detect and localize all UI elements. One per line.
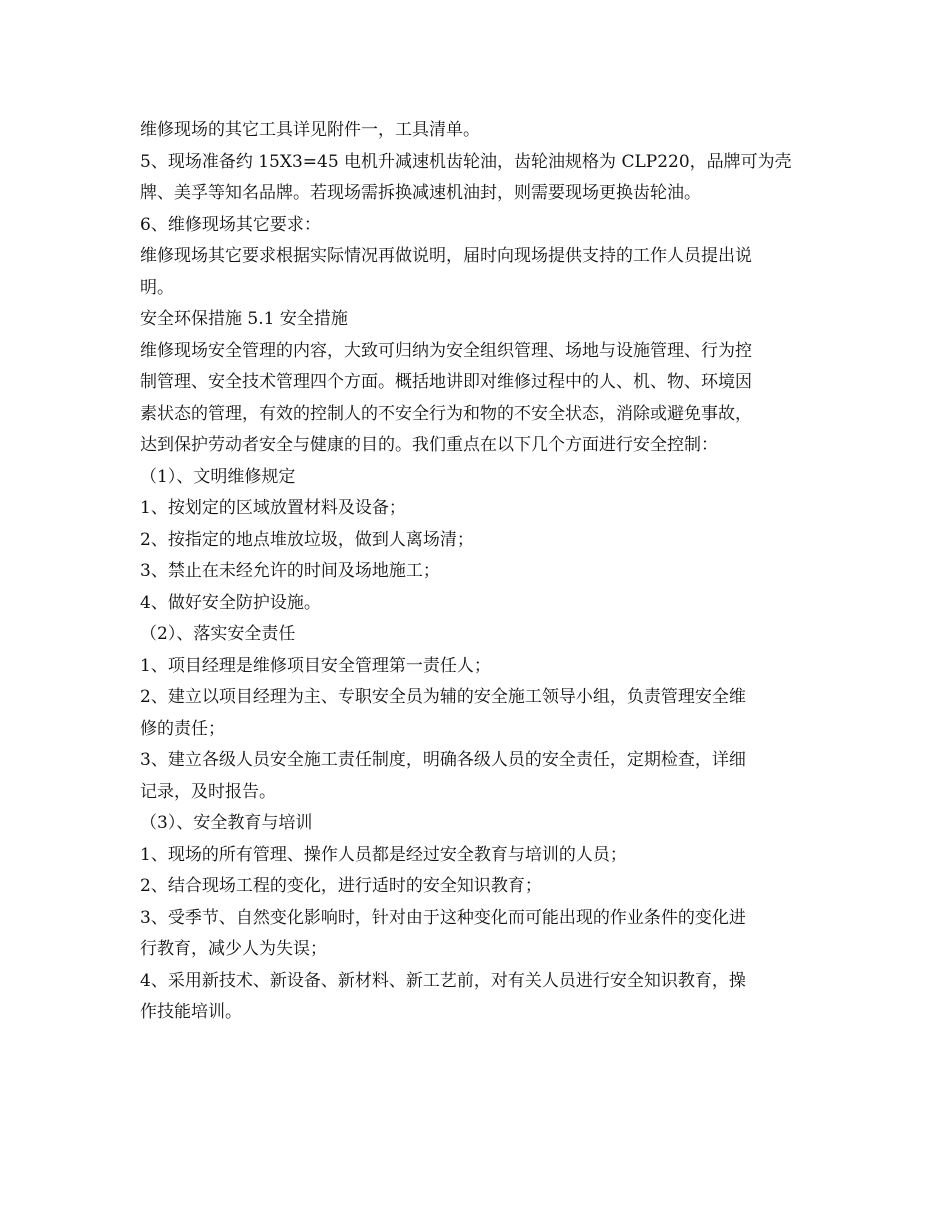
text-line: 素状态的管理，有效的控制人的不安全行为和物的不安全状态，消除或避免事故， — [140, 403, 752, 424]
list-item: 2、建立以项目经理为主、专职安全员为辅的安全施工领导小组，负责管理安全维 — [140, 687, 746, 707]
text-line: 达到保护劳动者安全与健康的目的。我们重点在以下几个方面进行安全控制： — [140, 435, 718, 455]
subsection-heading: （3）、安全教育与培训 — [140, 813, 313, 833]
text-line: 维修现场的其它工具详见附件一，工具清单。 — [140, 120, 480, 140]
list-item: 1、按划定的区域放置材料及设备； — [140, 498, 406, 518]
list-item: 4、采用新技术、新设备、新材料、新工艺前，对有关人员进行安全知识教育，操 — [140, 970, 746, 991]
text-line: 5、现场准备约 15X3=45 电机升减速机齿轮油，齿轮油规格为 CLP220，品牌可为壳 — [140, 151, 792, 172]
list-item: 1、现场的所有管理、操作人员都是经过安全教育与培训的人员； — [140, 844, 627, 865]
list-item: 4、做好安全防护设施。 — [140, 592, 321, 613]
text-line: 制管理、安全技术管理四个方面。概括地讲即对维修过程中的人、机、物、环境因 — [140, 372, 752, 392]
text-line: 记录，及时报告。 — [140, 781, 276, 802]
list-item: 1、项目经理是维修项目安全管理第一责任人； — [140, 655, 491, 676]
text-line: 维修现场安全管理的内容，大致可归纳为安全组织管理、场地与设施管理、行为控 — [140, 340, 752, 361]
text-line: 明。 — [140, 277, 174, 298]
text-line: 作技能培训。 — [140, 1002, 242, 1022]
list-item: 3、禁止在未经允许的时间及场地施工； — [140, 561, 440, 581]
text-line: 维修现场其它要求根据实际情况再做说明，届时向现场提供支持的工作人员提出说 — [140, 246, 752, 266]
subsection-heading: （2）、落实安全责任 — [140, 624, 296, 644]
list-item: 3、建立各级人员安全施工责任制度，明确各级人员的安全责任，定期检查，详细 — [140, 750, 746, 770]
list-item: 2、按指定的地点堆放垃圾，做到人离场清； — [140, 529, 474, 550]
text-line: 修的责任； — [140, 718, 225, 739]
section-heading: 安全环保措施 5.1 安全措施 — [140, 309, 348, 329]
text-line: 行教育，减少人为失误； — [140, 939, 327, 959]
document-body — [140, 115, 815, 1029]
text-line: 6、维修现场其它要求： — [140, 214, 321, 235]
text-line: 牌、美孚等知名品牌。若现场需拆换减速机油封，则需要现场更换齿轮油。 — [140, 183, 701, 203]
subsection-heading: （1）、文明维修规定 — [140, 466, 296, 487]
list-item: 2、结合现场工程的变化，进行适时的安全知识教育； — [140, 876, 542, 896]
list-item: 3、受季节、自然变化影响时，针对由于这种变化而可能出现的作业条件的变化进 — [140, 907, 746, 928]
